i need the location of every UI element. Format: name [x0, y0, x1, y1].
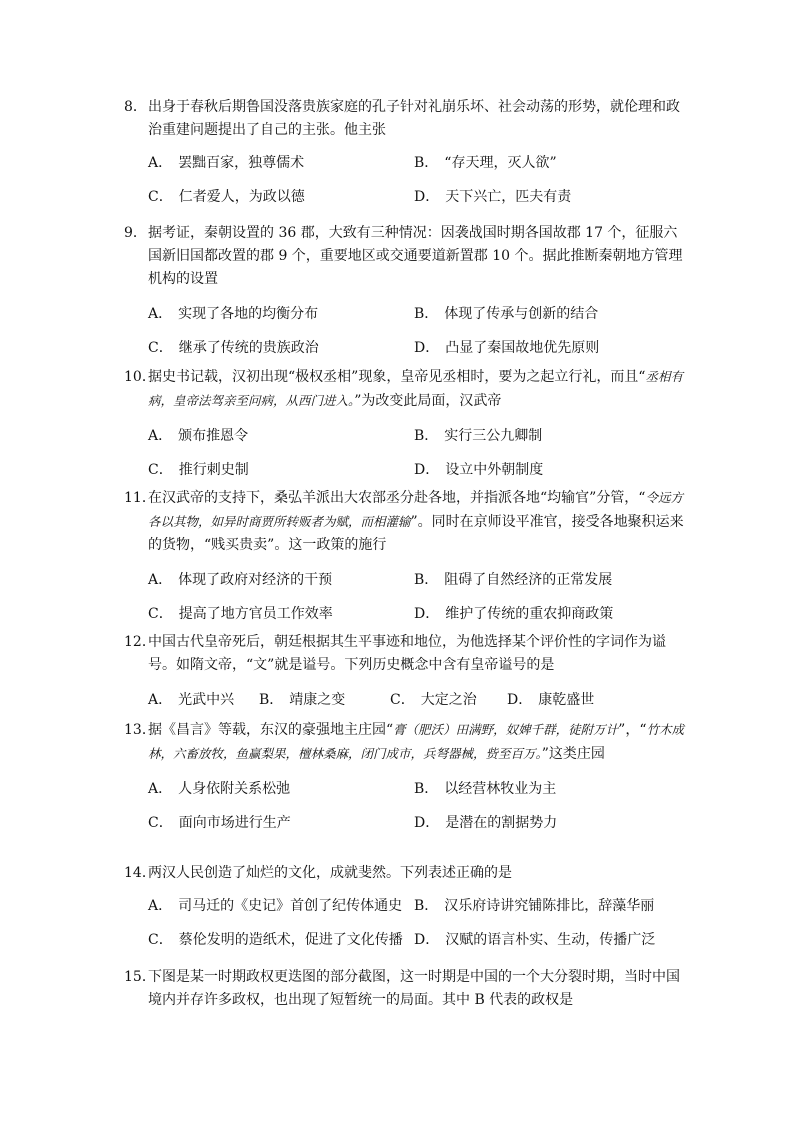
question-stem: [124, 222, 684, 291]
text: 在汉武帝的支持下，桑弘羊派出大农部丞分赴各地，并指派各地“均输官”分管，“: [148, 490, 646, 506]
option-letter: C．: [148, 340, 173, 356]
option-c[interactable]: [148, 812, 291, 834]
text: 下图是某一时期政权更迭图的部分截图，这一时期是中国的一个大分裂时期，当时中国境内并存许多政权，也出现了短暂统一的局面。其中 B 代表的政权是: [148, 969, 680, 1008]
text: 维护了传统的重农抑商政策: [445, 606, 614, 622]
text: 令远方各以其物，如异时商贾所转贩者为赋，而相灌输: [148, 490, 683, 529]
text: 竹木成林，六畜放牧，鱼赢梨果，檀林桑麻，闭门成市，兵弩器械，赀至百万。: [148, 722, 685, 761]
option-b[interactable]: [414, 778, 556, 800]
text: 膏（肥沃）田满野，奴婢千群，徒附万计: [393, 722, 619, 737]
text: 靖康之变: [289, 692, 346, 708]
option-a[interactable]: [148, 778, 290, 800]
text: 14．: [124, 865, 156, 881]
option-letter: B．: [259, 692, 284, 708]
question-stem: [124, 365, 684, 413]
option-a[interactable]: [148, 569, 332, 591]
text: 人身依附关系松弛: [178, 781, 291, 797]
text: 8．: [124, 99, 147, 115]
text: 据《昌言》等载，东汉的豪强地主庄园“: [148, 722, 394, 738]
question-stem: [124, 631, 684, 677]
option-letter: A．: [148, 692, 173, 708]
text: 罢黜百家，独尊儒术: [178, 155, 305, 171]
option-b[interactable]: [259, 689, 345, 711]
option-b[interactable]: [414, 569, 612, 591]
option-letter: C．: [390, 692, 415, 708]
text: 面向市场进行生产: [178, 815, 291, 831]
option-c[interactable]: [148, 337, 319, 359]
question-15: [124, 966, 684, 1012]
question-14: [124, 862, 684, 963]
option-d[interactable]: [507, 689, 594, 711]
option-letter: C．: [148, 932, 173, 948]
text: 据考证，秦朝设置的 36 郡，大致有三种情况：因袭战国时期各国故郡 17 个，征服六国新旧国都改置的郡 9 个，重要地区或交通要道新置郡 10 个。据此推断秦朝地方管理机构的设置: [148, 225, 683, 287]
text: 蔡伦发明的造纸术，促进了文化传播: [178, 932, 403, 948]
text: 康乾盛世: [538, 692, 595, 708]
question-10: [124, 365, 684, 493]
option-letter: A．: [148, 155, 173, 171]
option-letter: B．: [414, 306, 439, 322]
option-letter: C．: [148, 606, 173, 622]
text: 以经营林牧业为主: [444, 781, 557, 797]
text: 实行三公九卿制: [444, 428, 543, 444]
question-8: [124, 96, 684, 220]
text: 丞相有病，皇帝法驾亲至问病，从西门进入。: [148, 369, 683, 408]
text: 推行刺史制: [178, 462, 249, 478]
text: 汉赋的语言朴实、生动，传播广泛: [445, 932, 656, 948]
option-letter: A．: [148, 428, 173, 444]
text: 10．: [124, 369, 156, 385]
option-d[interactable]: [414, 929, 655, 951]
text: 13．: [124, 722, 156, 738]
option-d[interactable]: [414, 186, 571, 208]
text: ”，“: [618, 722, 647, 738]
text: 体现了传承与创新的结合: [444, 306, 599, 322]
text: 中国古代皇帝死后，朝廷根据其生平事迹和地位，为他选择某个评价性的字词作为谥号。如隋文帝，“文”就是谥号。下列历史概念中含有皇帝谥号的是: [148, 634, 666, 673]
option-letter: B．: [414, 428, 439, 444]
option-a[interactable]: [148, 895, 402, 917]
text: 两汉人民创造了灿烂的文化，成就斐然。下列表述正确的是: [148, 865, 512, 881]
option-letter: D．: [414, 340, 440, 356]
text: ”为改变此局面，汉武帝: [354, 393, 502, 409]
text: 是潜在的割据势力: [445, 815, 558, 831]
option-letter: D．: [414, 462, 440, 478]
option-a[interactable]: [148, 303, 318, 325]
option-b[interactable]: [414, 895, 654, 917]
text: 大定之治: [420, 692, 477, 708]
option-d[interactable]: [414, 337, 599, 359]
option-letter: B．: [414, 898, 439, 914]
option-c[interactable]: [390, 689, 477, 711]
option-letter: B．: [414, 155, 439, 171]
text: “存天理，灭人欲”: [444, 155, 557, 171]
option-b[interactable]: [414, 152, 557, 174]
option-letter: B．: [414, 781, 439, 797]
text: 光武中兴: [178, 692, 235, 708]
option-b[interactable]: [414, 303, 598, 325]
text: 体现了政府对经济的干预: [178, 572, 333, 588]
option-letter: C．: [148, 462, 173, 478]
text: 设立中外朝制度: [445, 462, 544, 478]
option-letter: D．: [414, 932, 440, 948]
text: 凸显了秦国故地优先原则: [445, 340, 600, 356]
text: 9．: [124, 225, 147, 241]
question-12: [124, 631, 684, 723]
text: ”。同时在京师设平准官，接受各地聚积运来的货物，“贱买贵卖”。这一政策的施行: [148, 514, 684, 553]
question-13: [124, 718, 684, 846]
text: 汉乐府诗讲究铺陈排比，辞藻华丽: [444, 898, 655, 914]
text: 阻碍了自然经济的正常发展: [444, 572, 613, 588]
option-d[interactable]: [414, 812, 557, 834]
option-a[interactable]: [148, 425, 248, 447]
option-a[interactable]: [148, 689, 234, 711]
option-letter: C．: [148, 189, 173, 205]
option-c[interactable]: [148, 459, 249, 481]
text: 继承了传统的贵族政治: [178, 340, 319, 356]
option-letter: A．: [148, 572, 173, 588]
text: 颁布推恩令: [178, 428, 249, 444]
text: 实现了各地的均衡分布: [178, 306, 319, 322]
question-stem: [124, 96, 684, 142]
text: 天下兴亡，匹夫有责: [445, 189, 572, 205]
question-9: [124, 222, 684, 371]
option-letter: D．: [414, 606, 440, 622]
question-11: [124, 486, 684, 637]
text: 出身于春秋后期鲁国没落贵族家庭的孔子针对礼崩乐坏、社会动荡的形势，就伦理和政治重建问题提出了自己的主张。他主张: [148, 99, 680, 138]
option-c[interactable]: [148, 603, 333, 625]
text: 据史书记载，汉初出现“极权丞相”现象，皇帝见丞相时，要为之起立行礼，而且“: [148, 369, 646, 385]
option-d[interactable]: [414, 603, 613, 625]
option-letter: A．: [148, 781, 173, 797]
option-b[interactable]: [414, 425, 542, 447]
question-stem: [124, 718, 684, 766]
option-letter: D．: [414, 189, 440, 205]
text: 11．: [124, 490, 156, 506]
option-c[interactable]: [148, 186, 305, 208]
option-c[interactable]: [148, 929, 403, 951]
option-letter: C．: [148, 815, 173, 831]
option-letter: D．: [507, 692, 533, 708]
text: 12．: [124, 634, 156, 650]
question-stem: [124, 486, 684, 557]
question-stem: [124, 966, 684, 1012]
option-d[interactable]: [414, 459, 543, 481]
text: 15．: [124, 969, 156, 985]
option-a[interactable]: [148, 152, 304, 174]
option-letter: D．: [414, 815, 440, 831]
question-stem: [124, 862, 684, 885]
option-letter: A．: [148, 898, 173, 914]
text: ”这类庄园: [541, 746, 605, 762]
option-letter: A．: [148, 306, 173, 322]
text: 提高了地方官员工作效率: [178, 606, 333, 622]
text: 仁者爱人，为政以德: [178, 189, 305, 205]
option-letter: B．: [414, 572, 439, 588]
text: 司马迁的《史记》首创了纪传体通史: [178, 898, 403, 914]
